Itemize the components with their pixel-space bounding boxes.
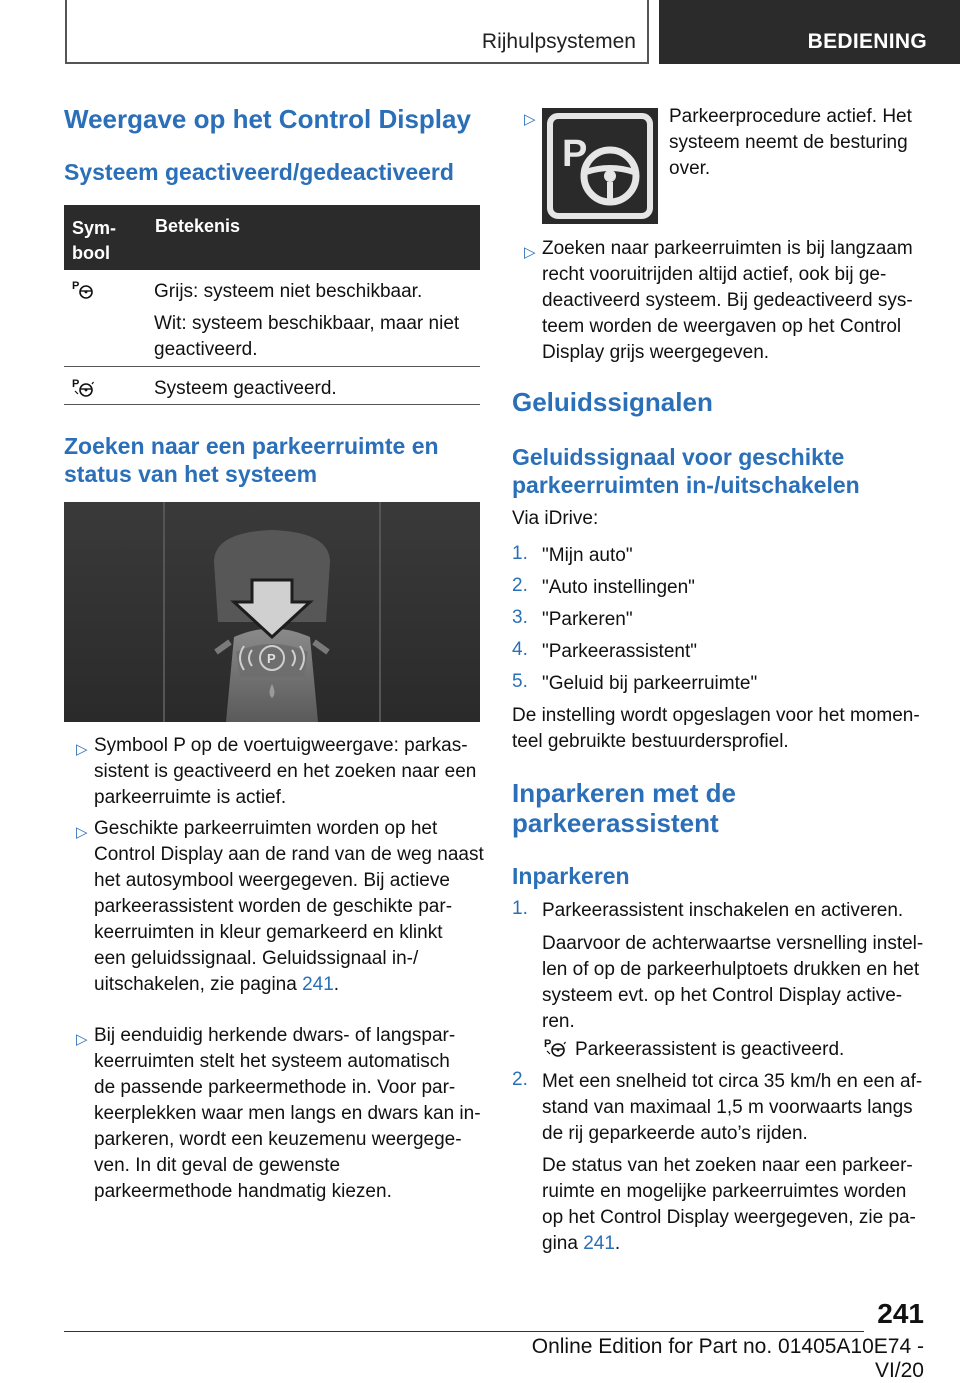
park-step-number-1: 1. (512, 898, 528, 919)
park-step-2-period: . (614, 1233, 621, 1254)
table-divider (64, 366, 480, 367)
heading-parking-in: Inparkeren (512, 863, 630, 889)
bullet-2-text: uitschakelen, zie pagina (94, 974, 303, 995)
section-title: Rijhulpsystemen (481, 30, 636, 53)
bullet-1-line2: sistent is geactiveerd en het zoeken naar een (94, 761, 477, 782)
step-number-3: 3. (512, 607, 528, 628)
col-meaning: Betekenis (155, 216, 241, 236)
bullet-2-line5: keerruimten in kleur gemarkeerd en klinkt (94, 922, 443, 943)
table-row-white-1: Wit: systeem beschikbaar, maar niet (154, 313, 460, 334)
bullet-3-line1: Bij eenduidig herkende dwars- of langspar- (94, 1025, 456, 1046)
parking-display-illustration (64, 502, 480, 722)
park-step-2-sub-4 (542, 1231, 620, 1257)
step-2: "Auto instellingen" (542, 577, 695, 598)
parking-assistant-icon (72, 278, 94, 300)
heading-sound-toggle-1: Geluidssignaal voor geschikte (512, 444, 845, 470)
col-symbol-line1: Sym- (72, 218, 117, 238)
page-link-241[interactable]: 241 (302, 974, 334, 995)
search-text-1: Zoeken naar parkeerruimten is bij langzaam (542, 238, 913, 259)
bullet-marker-icon: ▷ (524, 111, 536, 128)
bullet-marker-2: ▷ (76, 824, 88, 841)
heading-search-1: Zoeken naar een parkeerruimte en (64, 433, 439, 459)
search-text-3: deactiveerd systeem. Bij gedeactiveerd sys- (542, 290, 913, 311)
bullet-3-line3: de passende parkeermethode in. Voor par- (94, 1077, 456, 1098)
footer-rule (64, 1331, 864, 1332)
search-text-5: Display grijs weergegeven. (542, 342, 770, 363)
park-step-2-line2: stand van maximaal 1,5 m voorwaarts langs (542, 1097, 913, 1118)
bullet-2-line2: Control Display aan de rand van de weg naast (94, 844, 484, 865)
svg-text:P: P (72, 280, 80, 292)
svg-text:P: P (267, 651, 276, 666)
parking-assistant-active-icon-inline (544, 1036, 566, 1058)
table-row-grey: Grijs: systeem niet beschikbaar. (154, 281, 423, 302)
park-step-1-sub-1: Daarvoor de achterwaartse versnelling instel- (542, 933, 924, 954)
bullet-1-line1: Symbool P op de voertuigweergave: parkas- (94, 735, 468, 756)
park-step-number-2: 2. (512, 1069, 528, 1090)
park-assist-activated: Parkeerassistent is geactiveerd. (575, 1039, 845, 1060)
svg-text:P: P (562, 133, 588, 175)
bullet-2-line4: parkeerassistent worden de geschikte par- (94, 896, 453, 917)
bullet-2-line3: het autosymbool weergegeven. Bij actieve (94, 870, 450, 891)
svg-text:P: P (544, 1038, 552, 1050)
heading-sounds: Geluidssignalen (512, 387, 713, 417)
table-header (64, 205, 480, 270)
saved-note-1: De instelling wordt opgeslagen voor het momen- (512, 705, 920, 726)
bullet-3-line2: keerruimten stelt het systeem automatisch (94, 1051, 450, 1072)
park-step-2-sub-2: ruimte en mogelijke parkeerruimtes worden (542, 1181, 907, 1202)
step-5: "Geluid bij parkeerruimte" (542, 673, 758, 694)
table-row-white-2: geactiveerd. (154, 339, 258, 360)
col-symbol-line2: bool (72, 243, 110, 263)
park-step-2-line1: Met een snelheid tot circa 35 km/h en een af- (542, 1071, 923, 1092)
page-link-241-b[interactable]: 241 (583, 1233, 615, 1254)
heading-search-2: status van het systeem (64, 461, 318, 487)
procedure-text-3: over. (669, 158, 711, 179)
heading-system-status: Systeem geactiveerd/gedeactiveerd (64, 159, 454, 185)
page-number: 241 (877, 1298, 924, 1329)
search-text-2: recht vooruitrijden altijd actief, ook bij ge- (542, 264, 887, 285)
bullet-1-line3: parkeerruimte is actief. (94, 787, 287, 808)
bullet-3-line7: parkeermethode handmatig kiezen. (94, 1181, 392, 1202)
chapter-title: BEDIENING (807, 30, 927, 53)
via-idrive: Via iDrive: (512, 508, 599, 529)
park-step-2-text: gina (542, 1233, 584, 1254)
edition-note: Online Edition for Part no. 01405A10E74 - VI/20 (531, 1335, 924, 1382)
bullet-2-line7 (94, 972, 339, 998)
park-step-1-sub-3: systeem evt. op het Control Display active- (542, 985, 903, 1006)
table-row-active: Systeem geactiveerd. (154, 378, 337, 399)
parking-procedure-icon (542, 108, 658, 224)
parking-assistant-active-icon (72, 376, 94, 398)
saved-note-2: teel gebruikte bestuurdersprofiel. (512, 731, 789, 752)
step-number-1: 1. (512, 543, 528, 564)
step-1: "Mijn auto" (542, 545, 633, 566)
table-bottom-rule (64, 404, 480, 405)
park-step-1-sub-2: len of op de parkeerhulptoets drukken en het (542, 959, 920, 980)
park-step-1: Parkeerassistent inschakelen en activeren. (542, 900, 904, 921)
procedure-text-1: Parkeerprocedure actief. Het (669, 106, 912, 127)
step-4: "Parkeerassistent" (542, 641, 697, 662)
park-step-2-line3: de rij geparkeerde auto’s rijden. (542, 1123, 808, 1144)
heading-sound-toggle-2: parkeerruimten in-/uitschakelen (512, 472, 860, 498)
step-3: "Parkeren" (542, 609, 633, 630)
procedure-text-2: systeem neemt de besturing (669, 132, 908, 153)
step-number-5: 5. (512, 671, 528, 692)
svg-text:P: P (72, 378, 80, 390)
park-step-2-sub-3: op het Control Display weergegeven, zie pa- (542, 1207, 916, 1228)
heading-park-assist-1: Inparkeren met de (512, 778, 736, 808)
bullet-3-line4: keerplekken waar men langs en dwars kan in- (94, 1103, 481, 1124)
bullet-3-line5: parkeren, wordt een keuzemenu weergege- (94, 1129, 462, 1150)
heading-park-assist-2: parkeerassistent (512, 808, 719, 838)
park-step-1-sub-4: ren. (542, 1011, 575, 1032)
bullet-2-line6: een geluidssignaal. Geluidssignaal in-/ (94, 948, 419, 969)
park-step-2-sub-1: De status van het zoeken naar een parkeer- (542, 1155, 913, 1176)
step-number-2: 2. (512, 575, 528, 596)
bullet-2-period: . (333, 974, 340, 995)
bullet-marker-search: ▷ (524, 244, 536, 261)
step-number-4: 4. (512, 639, 528, 660)
bullet-marker-1: ▷ (76, 741, 88, 758)
heading-control-display: Weergave op het Control Display (64, 104, 471, 134)
bullet-marker-3: ▷ (76, 1031, 88, 1048)
bullet-2-line1: Geschikte parkeerruimten worden op het (94, 818, 438, 839)
search-text-4: teem worden de weergaven op het Control (542, 316, 902, 337)
bullet-3-line6: ven. In dit geval de gewenste (94, 1155, 341, 1176)
